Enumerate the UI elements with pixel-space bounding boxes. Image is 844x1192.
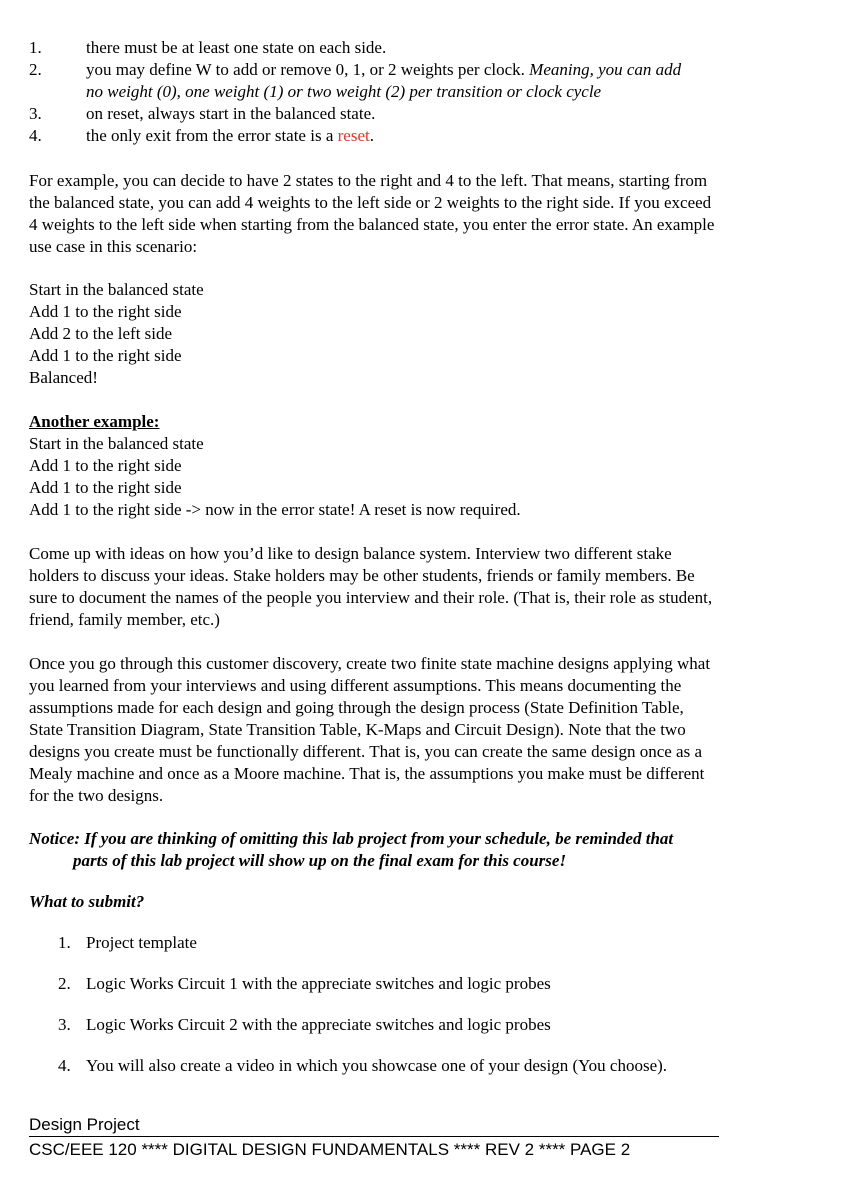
paragraph-line: Mealy machine and once as a Moore machine. That is, the assumptions you make must be different [29,764,705,783]
list-number: 3. [29,104,42,123]
paragraph-line: friend, family member, etc.) [29,610,220,629]
paragraph-line: use case in this scenario: [29,237,198,256]
example-steps [29,279,819,389]
paragraph-line: holders to discuss your ideas. Stake holders may be other students, friends or family members. Be [29,566,695,585]
paragraph-line: the balanced state, you can add 4 weights to the left side or 2 weights to the right side. If you exceed [29,193,712,212]
list-number: 4. [58,1056,71,1075]
rules-list [29,37,819,147]
ideas-paragraph [29,543,819,631]
list-text: Logic Works Circuit 2 with the appreciate switches and logic probes [86,1015,551,1034]
step-line: Balanced! [29,368,98,387]
list-text-italic: no weight (0), one weight (1) or two weight (2) per transition or clock cycle [86,82,602,101]
notice-line: parts of this lab project will show up on the final exam for this course! [73,851,567,870]
reset-highlight: reset [337,126,370,145]
list-text: there must be at least one state on each side. [86,38,387,57]
list-item [58,1014,818,1055]
list-text: on reset, always start in the balanced state. [86,104,376,123]
paragraph-line: Once you go through this customer discovery, create two finite state machine designs applying what [29,654,711,673]
paragraph-line: assumptions made for each design and going through the design process (State Definition Table, [29,698,684,717]
notice-line: Notice: If you are thinking of omitting this lab project from your schedule, be reminded that [29,829,674,848]
footer-divider [29,1136,719,1137]
paragraph-line: sure to document the names of the people you interview and their role. (That is, their role as student, [29,588,713,607]
paragraph-line: for the two designs. [29,786,164,805]
list-number: 4. [29,126,42,145]
another-example-heading: Another example: [29,412,160,431]
footer-title: Design Project [29,1115,140,1134]
discovery-paragraph [29,653,819,807]
notice-block [29,828,819,872]
list-number: 2. [29,60,42,79]
list-item [58,932,818,973]
list-item [29,59,819,103]
list-text: the only exit from the error state is a [86,126,338,145]
list-text: . [369,126,374,145]
paragraph-line: State Transition Diagram, State Transition Table, K-Maps and Circuit Design). Note that the two [29,720,686,739]
paragraph-line: you learned from your interviews and using different assumptions. This means documenting the [29,676,682,695]
step-line: Add 1 to the right side [29,346,182,365]
list-text: Project template [86,933,197,952]
list-text: You will also create a video in which you showcase one of your design (You choose). [86,1056,668,1075]
step-line: Add 2 to the left side [29,324,173,343]
step-line: Add 1 to the right side [29,478,182,497]
list-number: 3. [58,1015,71,1034]
footer-course-line: CSC/EEE 120 **** DIGITAL DESIGN FUNDAMENTALS **** REV 2 **** PAGE 2 [29,1140,631,1159]
paragraph-line: 4 weights to the left side when starting from the balanced state, you enter the error state. An example [29,215,715,234]
list-text: Logic Works Circuit 1 with the appreciate switches and logic probes [86,974,551,993]
list-item [29,103,819,125]
list-number: 1. [58,933,71,952]
list-item [58,1055,818,1096]
paragraph-line: Come up with ideas on how you’d like to design balance system. Interview two different stake [29,544,672,563]
step-line: Add 1 to the right side [29,456,182,475]
list-item [29,37,819,59]
list-number: 1. [29,38,42,57]
another-example [29,411,819,521]
submit-heading: What to submit? [29,892,145,911]
list-number: 2. [58,974,71,993]
list-item [29,125,819,147]
step-line: Add 1 to the right side [29,302,182,321]
list-item [58,973,818,1014]
paragraph-line: For example, you can decide to have 2 states to the right and 4 to the left. That means, starting from [29,171,708,190]
step-line: Start in the balanced state [29,280,204,299]
example-paragraph [29,170,819,258]
step-line: Add 1 to the right side -> now in the error state! A reset is now required. [29,500,521,519]
list-text: you may define W to add or remove 0, 1, or 2 weights per clock. [86,60,530,79]
step-line: Start in the balanced state [29,434,204,453]
submit-list [58,932,818,1096]
list-text-italic: Meaning, you can add [529,60,682,79]
paragraph-line: designs you create must be functionally different. That is, you can create the same design once as a [29,742,703,761]
